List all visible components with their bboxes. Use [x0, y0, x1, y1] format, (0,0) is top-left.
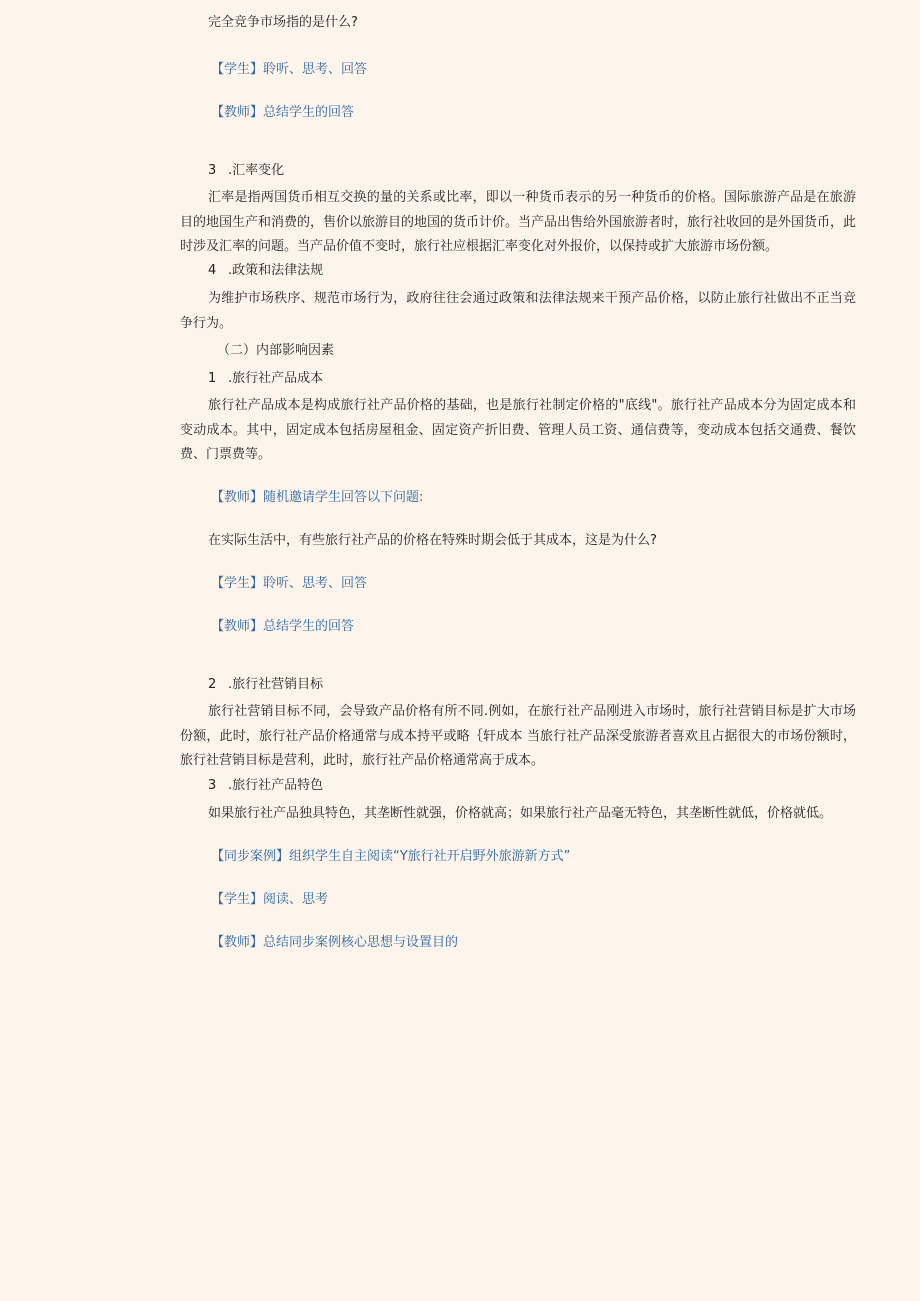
heading-number: 2 — [208, 677, 217, 692]
heading-number: 1 — [208, 371, 217, 386]
heading-text: .汇率变化 — [228, 163, 285, 178]
student-response-1: 【学生】聆听、思考、回答 — [211, 62, 368, 77]
heading-number: 3 — [208, 163, 217, 178]
heading-exchange-rate — [208, 162, 284, 180]
heading-product-cost — [208, 370, 323, 388]
paragraph-marketing-goal: 旅行社营销目标不同，会导致产品价格有所不同.例如，在旅行社产品刚进入市场时，旅行社营销目标是扩大市场份额，此时，旅行社产品价格通常与成本持平或略｛轩成本 当旅行社产品深受旅游者喜欢且占据很大的市场份额时，旅行社营销目标是营利，此时，旅行社产品价格通常高于成本。 — [180, 704, 856, 768]
heading-marketing-goal — [208, 676, 323, 694]
question-perfect-competition: 完全竞争市场指的是什么? — [208, 15, 358, 30]
paragraph-exchange-rate: 汇率是指两国货币相互交换的量的关系或比率，即以一种货币表示的另一种货币的价格。国际旅游产品是在旅游目的地国生产和消费的，售价以旅游目的地国的货币计价。当产品出售给外国旅游者时，旅行社收回的是外国货币，此时涉及汇率的问题。当产品价值不变时，旅行社应根据汇率变化对外报价，以保持或扩大旅游市场份额。 — [180, 190, 857, 254]
paragraph-product-cost: 旅行社产品成本是构成旅行社产品价格的基础，也是旅行社制定价格的"底线"。旅行社产品成本分为固定成本和变动成本。其中，固定成本包括房屋租金、固定资产折旧费、管理人员工资、通信费等，变动成本包括交通费、餐饮费、门票费等。 — [180, 398, 856, 462]
question-below-cost: 在实际生活中，有些旅行社产品的价格在特殊时期会低于其成本，这是为什么? — [208, 533, 657, 548]
sync-case-activity: 【同步案例】组织学生自主阅读“Y旅行社开启野外旅游新方式” — [211, 849, 571, 864]
heading-text: .旅行社产品特色 — [228, 778, 324, 793]
student-response-2: 【学生】聆听、思考、回答 — [211, 576, 368, 591]
student-response-3: 【学生】阅读、思考 — [211, 892, 329, 907]
heading-internal-factors: （二）内部影响因素 — [217, 343, 335, 358]
teacher-invite-question: 【教师】随机邀请学生回答以下问题: — [211, 490, 424, 505]
heading-text: .政策和法律法规 — [228, 263, 324, 278]
paragraph-policy-law: 为维护市场秩序、规范市场行为，政府往往会通过政策和法律法规来干预产品价格，以防止旅行社做出不正当竞争行为。 — [180, 291, 856, 331]
heading-number: 4 — [208, 263, 217, 278]
teacher-summary-1: 【教师】总结学生的回答 — [211, 105, 355, 120]
teacher-summary-2: 【教师】总结学生的回答 — [211, 619, 355, 634]
heading-number: 3 — [208, 778, 217, 793]
heading-product-feature — [208, 777, 323, 795]
heading-text: .旅行社产品成本 — [228, 371, 324, 386]
heading-policy-law — [208, 262, 323, 280]
teacher-summary-3: 【教师】总结同步案例核心思想与设置目的 — [211, 935, 459, 950]
heading-text: .旅行社营销目标 — [228, 677, 324, 692]
paragraph-product-feature: 如果旅行社产品独具特色，其垄断性就强，价格就高；如果旅行社产品毫无特色，其垄断性就低，价格就低。 — [208, 806, 833, 821]
